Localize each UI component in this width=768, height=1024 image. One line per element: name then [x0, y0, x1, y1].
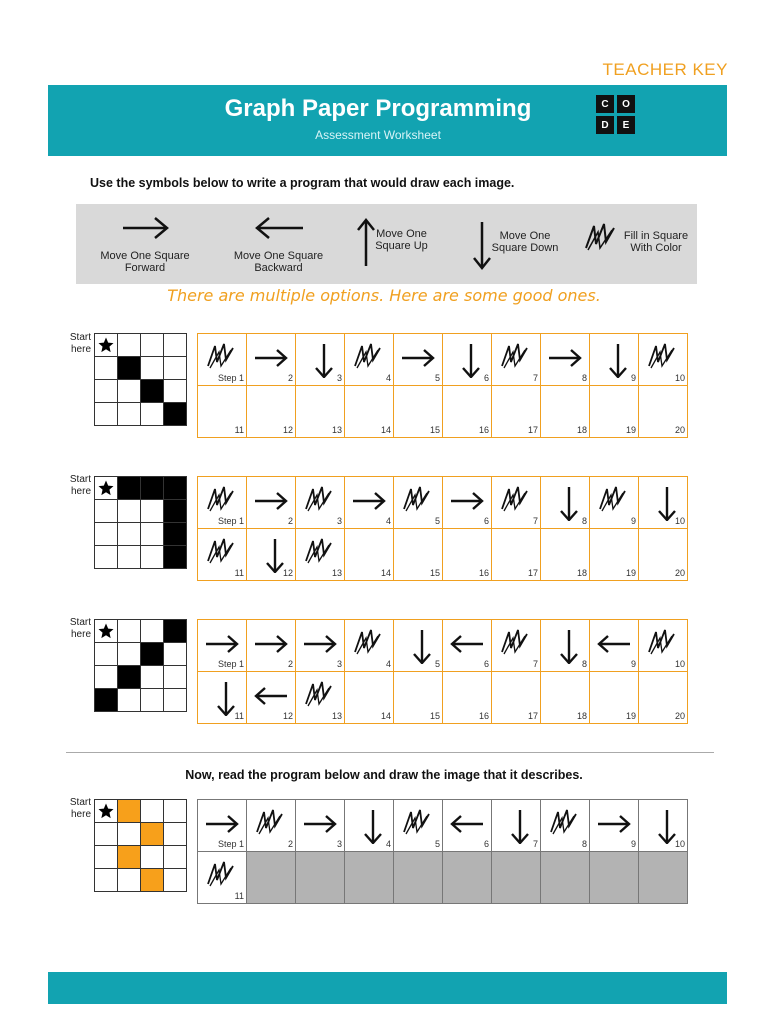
grid-cell: [141, 620, 164, 643]
step-number: 5: [434, 659, 440, 669]
start-here-label: Start here: [69, 474, 91, 497]
grid-cell: [118, 403, 141, 426]
program-step: [345, 800, 394, 852]
start-cell: [95, 477, 118, 500]
step-number: 8: [581, 373, 587, 383]
step-number: 18: [576, 711, 587, 721]
program-step: [492, 386, 541, 438]
step-number: 9: [630, 839, 636, 849]
header-banner: [48, 85, 727, 156]
grid-cell: [118, 357, 141, 380]
program-step: [639, 334, 688, 386]
step-number: 13: [331, 568, 342, 578]
problem-2-program: [197, 476, 688, 581]
program-step: [394, 852, 443, 904]
program-step: [296, 852, 345, 904]
program-step: [541, 529, 590, 581]
program-step: [296, 529, 345, 581]
grid-cell: [118, 846, 141, 869]
step-number: 13: [331, 711, 342, 721]
grid-cell: [164, 334, 187, 357]
step-number: 14: [380, 711, 391, 721]
step-number: 13: [331, 425, 342, 435]
star-icon: [97, 622, 115, 645]
fill-scribble-icon: [582, 218, 618, 254]
legend-backward: [226, 210, 331, 274]
grid-cell: [95, 666, 118, 689]
step-number: 15: [429, 425, 440, 435]
step-number: 4: [385, 839, 391, 849]
step-number: 11: [234, 891, 244, 901]
grid-cell: [118, 666, 141, 689]
step-number: 8: [581, 516, 587, 526]
start-here-label: Start here: [69, 617, 91, 640]
step-number: 6: [483, 516, 489, 526]
arrow-right-icon: [351, 483, 387, 521]
grid-cell: [118, 334, 141, 357]
logo-letter: E: [617, 116, 635, 134]
program-step: [443, 672, 492, 724]
grid-cell: [164, 403, 187, 426]
program-step: [345, 529, 394, 581]
program-step: [345, 852, 394, 904]
problem-1-grid: [94, 333, 187, 426]
logo-letter: O: [617, 95, 635, 113]
program-step: [443, 334, 492, 386]
program-step: [345, 672, 394, 724]
step-number: 15: [429, 711, 440, 721]
step-number: 20: [674, 711, 685, 721]
step-number: 10: [674, 659, 685, 669]
program-step: [590, 672, 639, 724]
fill-scribble-icon: [498, 340, 534, 378]
program-step: [492, 800, 541, 852]
grid-cell: [164, 500, 187, 523]
grid-cell: [141, 846, 164, 869]
step-number: 11: [234, 425, 244, 435]
program-step: [296, 477, 345, 529]
program-step: [247, 477, 296, 529]
grid-cell: [95, 643, 118, 666]
section-divider: [66, 752, 714, 753]
arrow-down-icon: [449, 340, 485, 378]
step-number: 7: [532, 373, 538, 383]
program-step: [345, 386, 394, 438]
grid-cell: [164, 869, 187, 892]
program-step: [639, 386, 688, 438]
program-step: [247, 620, 296, 672]
program-step: [296, 620, 345, 672]
grid-cell: [141, 800, 164, 823]
arrow-down-icon: [596, 340, 632, 378]
grid-cell: [164, 546, 187, 569]
read-problem-program: [197, 799, 688, 904]
program-step: [394, 672, 443, 724]
star-icon: [97, 336, 115, 359]
step-number: 6: [483, 659, 489, 669]
problem-3-grid: [94, 619, 187, 712]
teacher-note: There are multiple options. Here are some good ones.: [167, 286, 601, 305]
program-step: [198, 529, 247, 581]
program-step: [198, 386, 247, 438]
grid-cell: [118, 689, 141, 712]
program-step: [639, 529, 688, 581]
step-number: 4: [385, 516, 391, 526]
step-number: 10: [674, 516, 685, 526]
program-step: [296, 334, 345, 386]
legend-down: [472, 220, 582, 280]
arrow-left-icon: [449, 806, 485, 844]
program-step: [492, 672, 541, 724]
star-icon: [97, 802, 115, 825]
program-step: [443, 386, 492, 438]
arrow-down-icon: [400, 626, 436, 664]
grid-cell: [95, 869, 118, 892]
program-step: [394, 620, 443, 672]
arrow-right-icon: [253, 340, 289, 378]
grid-cell: [95, 357, 118, 380]
grid-cell: [141, 477, 164, 500]
program-step: [198, 852, 247, 904]
start-cell: [95, 620, 118, 643]
fill-scribble-icon: [351, 626, 387, 664]
program-step: [198, 477, 247, 529]
instructions: Use the symbols below to write a program that would draw each image.: [90, 176, 515, 190]
fill-scribble-icon: [547, 806, 583, 844]
step-number: 11: [234, 711, 244, 721]
arrow-right-icon: [302, 806, 338, 844]
grid-cell: [164, 643, 187, 666]
program-step: [345, 620, 394, 672]
program-step: [247, 334, 296, 386]
program-step: [443, 852, 492, 904]
code-logo: [596, 95, 635, 134]
step-number: Step 1: [217, 373, 244, 383]
grid-cell: [141, 689, 164, 712]
arrow-left-icon: [249, 210, 309, 246]
grid-cell: [141, 869, 164, 892]
fill-scribble-icon: [302, 483, 338, 521]
arrow-right-icon: [115, 210, 175, 246]
step-number: 18: [576, 425, 587, 435]
step-number: 7: [532, 839, 538, 849]
problem-1-program: [197, 333, 688, 438]
arrow-right-icon: [449, 483, 485, 521]
step-number: 19: [625, 425, 636, 435]
grid-cell: [118, 500, 141, 523]
program-step: [394, 529, 443, 581]
grid-cell: [118, 823, 141, 846]
grid-cell: [164, 477, 187, 500]
step-number: 3: [336, 373, 342, 383]
arrow-right-icon: [596, 806, 632, 844]
step-number: 20: [674, 425, 685, 435]
legend-up: [354, 216, 454, 276]
step-number: Step 1: [217, 839, 244, 849]
program-step: [345, 477, 394, 529]
program-step: [296, 386, 345, 438]
step-number: 16: [478, 711, 489, 721]
program-step: [541, 672, 590, 724]
step-number: 19: [625, 711, 636, 721]
arrow-up-icon: [356, 216, 376, 268]
step-number: 9: [630, 659, 636, 669]
step-number: 16: [478, 425, 489, 435]
step-number: 17: [527, 425, 538, 435]
step-number: 7: [532, 516, 538, 526]
problem-3-program: [197, 619, 688, 724]
step-number: 8: [581, 839, 587, 849]
teacher-key-label: TEACHER KEY: [602, 60, 728, 79]
grid-cell: [95, 846, 118, 869]
program-step: [492, 620, 541, 672]
program-step: [492, 334, 541, 386]
step-number: 2: [287, 659, 293, 669]
program-step: [492, 529, 541, 581]
page-title: Graph Paper Programming: [224, 95, 532, 122]
grid-cell: [118, 643, 141, 666]
step-number: 8: [581, 659, 587, 669]
legend-forward: [90, 210, 200, 274]
program-step: [198, 672, 247, 724]
step-number: 14: [380, 425, 391, 435]
page-subtitle: Assessment Worksheet: [315, 128, 441, 142]
program-step: [639, 852, 688, 904]
program-step: [345, 334, 394, 386]
program-step: [590, 477, 639, 529]
step-number: 7: [532, 659, 538, 669]
program-step: [247, 672, 296, 724]
program-step: [394, 800, 443, 852]
read-problem-grid[interactable]: [94, 799, 187, 892]
step-number: 5: [434, 516, 440, 526]
fill-scribble-icon: [400, 806, 436, 844]
program-step: [492, 852, 541, 904]
problem-2-grid: [94, 476, 187, 569]
step-number: 5: [434, 373, 440, 383]
step-number: 4: [385, 659, 391, 669]
fill-scribble-icon: [351, 340, 387, 378]
logo-letter: D: [596, 116, 614, 134]
step-number: 14: [380, 568, 391, 578]
legend-forward-label: Move One Square Forward: [100, 250, 190, 274]
grid-cell: [141, 403, 164, 426]
fill-scribble-icon: [498, 483, 534, 521]
program-step: [198, 334, 247, 386]
start-here-label: Start here: [69, 332, 91, 355]
grid-cell: [95, 689, 118, 712]
grid-cell: [118, 620, 141, 643]
program-step: [492, 477, 541, 529]
grid-cell: [95, 546, 118, 569]
program-step: [541, 477, 590, 529]
program-step: [541, 620, 590, 672]
legend-down-label: Move One Square Down: [491, 230, 559, 254]
step-number: 16: [478, 568, 489, 578]
step-number: 9: [630, 516, 636, 526]
arrow-left-icon: [596, 626, 632, 664]
symbol-legend: [76, 204, 697, 284]
grid-cell: [141, 666, 164, 689]
step-number: 12: [282, 711, 293, 721]
fill-scribble-icon: [253, 806, 289, 844]
legend-up-label: Move One Square Up: [375, 228, 428, 252]
grid-cell: [141, 380, 164, 403]
step-number: 11: [234, 568, 244, 578]
step-number: 12: [282, 568, 293, 578]
grid-cell: [164, 357, 187, 380]
arrow-right-icon: [547, 340, 583, 378]
fill-scribble-icon: [400, 483, 436, 521]
program-step: [590, 334, 639, 386]
grid-cell: [164, 620, 187, 643]
program-step: [541, 334, 590, 386]
grid-cell: [141, 823, 164, 846]
program-step: [639, 620, 688, 672]
step-number: 3: [336, 659, 342, 669]
arrow-left-icon: [449, 626, 485, 664]
grid-cell: [164, 846, 187, 869]
step-number: 10: [674, 839, 685, 849]
step-number: Step 1: [217, 516, 244, 526]
arrow-down-icon: [302, 340, 338, 378]
program-step: [394, 477, 443, 529]
start-cell: [95, 334, 118, 357]
grid-cell: [141, 334, 164, 357]
step-number: 6: [483, 373, 489, 383]
program-step: [590, 386, 639, 438]
step-number: 2: [287, 373, 293, 383]
grid-cell: [141, 643, 164, 666]
grid-cell: [118, 546, 141, 569]
program-step: [443, 529, 492, 581]
step-number: 2: [287, 516, 293, 526]
arrow-down-icon: [472, 220, 492, 272]
step-number: Step 1: [217, 659, 244, 669]
grid-cell: [118, 477, 141, 500]
grid-cell: [118, 380, 141, 403]
program-step: [198, 800, 247, 852]
arrow-down-icon: [351, 806, 387, 844]
step-number: 18: [576, 568, 587, 578]
arrow-right-icon: [400, 340, 436, 378]
grid-cell: [141, 546, 164, 569]
step-number: 6: [483, 839, 489, 849]
arrow-right-icon: [253, 483, 289, 521]
grid-cell: [95, 500, 118, 523]
program-step: [639, 477, 688, 529]
program-step: [394, 386, 443, 438]
step-number: 17: [527, 568, 538, 578]
read-instructions: Now, read the program below and draw the image that it describes.: [185, 768, 583, 782]
step-number: 3: [336, 516, 342, 526]
legend-fill: [582, 218, 694, 278]
grid-cell: [95, 380, 118, 403]
program-step: [296, 800, 345, 852]
logo-letter: C: [596, 95, 614, 113]
step-number: 12: [282, 425, 293, 435]
grid-cell: [95, 403, 118, 426]
fill-scribble-icon: [596, 483, 632, 521]
start-cell: [95, 800, 118, 823]
program-step: [590, 800, 639, 852]
program-step: [443, 620, 492, 672]
grid-cell: [118, 800, 141, 823]
grid-cell: [164, 823, 187, 846]
program-step: [247, 852, 296, 904]
grid-cell: [141, 500, 164, 523]
step-number: 4: [385, 373, 391, 383]
step-number: 17: [527, 711, 538, 721]
step-number: 5: [434, 839, 440, 849]
grid-cell: [164, 689, 187, 712]
program-step: [590, 529, 639, 581]
star-icon: [97, 479, 115, 502]
grid-cell: [164, 380, 187, 403]
program-step: [296, 672, 345, 724]
fill-scribble-icon: [498, 626, 534, 664]
arrow-down-icon: [547, 626, 583, 664]
program-step: [541, 852, 590, 904]
program-step: [198, 620, 247, 672]
program-step: [541, 386, 590, 438]
program-step: [590, 620, 639, 672]
step-number: 10: [674, 373, 685, 383]
arrow-right-icon: [302, 626, 338, 664]
start-here-label: Start here: [69, 797, 91, 820]
grid-cell: [141, 357, 164, 380]
program-step: [590, 852, 639, 904]
grid-cell: [164, 523, 187, 546]
grid-cell: [118, 869, 141, 892]
program-step: [639, 800, 688, 852]
program-step: [247, 386, 296, 438]
program-step: [247, 800, 296, 852]
step-number: 20: [674, 568, 685, 578]
program-step: [247, 529, 296, 581]
step-number: 3: [336, 839, 342, 849]
footer-banner: [48, 972, 727, 1004]
step-number: 2: [287, 839, 293, 849]
step-number: 15: [429, 568, 440, 578]
arrow-right-icon: [253, 626, 289, 664]
program-step: [639, 672, 688, 724]
grid-cell: [95, 523, 118, 546]
grid-cell: [141, 523, 164, 546]
grid-cell: [95, 823, 118, 846]
step-number: 19: [625, 568, 636, 578]
program-step: [541, 800, 590, 852]
step-number: 9: [630, 373, 636, 383]
grid-cell: [118, 523, 141, 546]
legend-backward-label: Move One Square Backward: [233, 250, 324, 274]
arrow-down-icon: [498, 806, 534, 844]
program-step: [394, 334, 443, 386]
arrow-down-icon: [547, 483, 583, 521]
grid-cell: [164, 800, 187, 823]
program-step: [443, 477, 492, 529]
grid-cell: [164, 666, 187, 689]
legend-fill-label: Fill in Square With Color: [623, 230, 689, 254]
program-step: [443, 800, 492, 852]
